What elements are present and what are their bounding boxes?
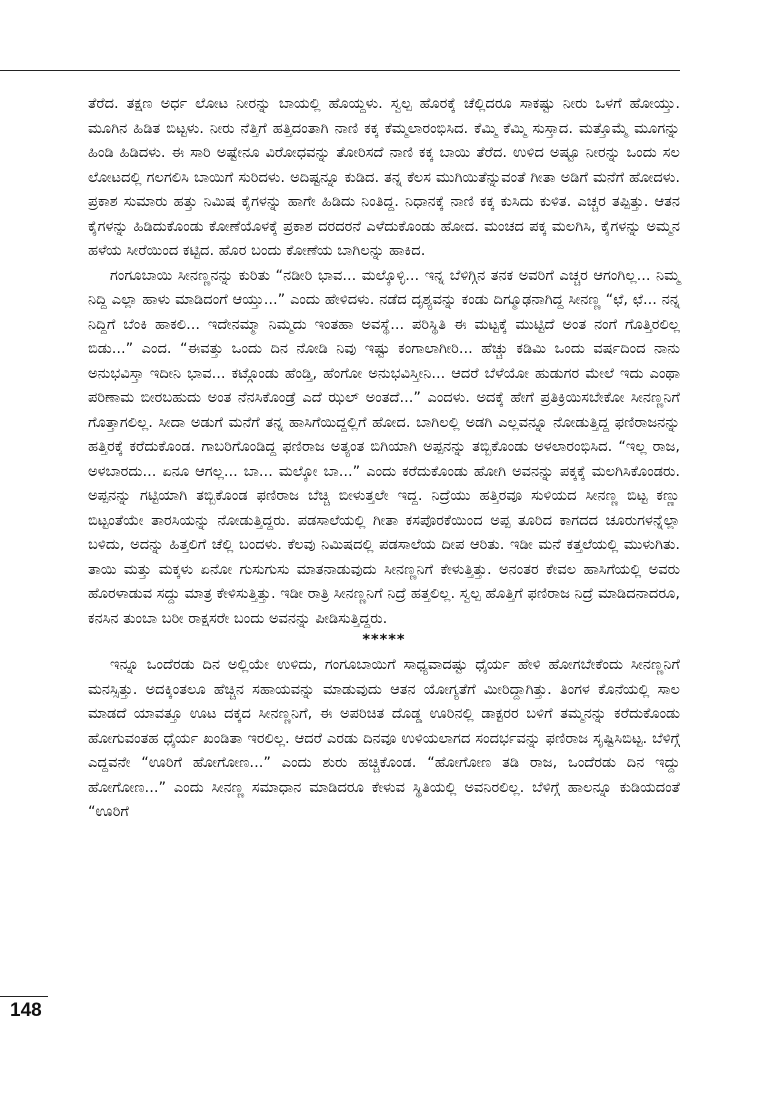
paragraph: ಗಂಗೂಬಾಯಿ ಸೀನಣ್ಣನನ್ನು ಕುರಿತು “ನಡೀರಿ ಭಾವ... ಮಲ್ಕೊಳ್ಳಿ... ಇನ್ನ ಬೆಳಿಗ್ಗಿನ ತನಕ ಅವರಿಗೆ ಎಚ್ಚರ ಆಗಂಗಿಲ್ಲ... ನಿಮ್ಮ ನಿದ್ದಿ ಎಲ್ಲಾ ಹಾಳು ಮಾಡಿದಂಗೆ ಆಯ್ತು...” ಎಂದು ಹೇಳಿದಳು. ನಡೆದ ದೃಶ್ಯವನ್ನು ಕಂಡು ದಿಗ್ಮೂಢನಾಗಿದ್ದ ಸೀನಣ್ಣ “ಛೆ, ಛೆ... ನನ್ನ ನಿದ್ದಿಗೆ ಬೆಂಕಿ ಹಾಕಲಿ... ಇದೇನಮ್ಮಾ ನಿಮ್ಮದು ಇಂತಹಾ ಅವಸ್ಥೆ... ಪರಿಸ್ಥಿತಿ ಈ ಮಟ್ಟಕ್ಕೆ ಮುಟ್ಟಿದೆ ಅಂತ ನಂಗೆ ಗೊತ್ತಿರಲಿಲ್ಲ ಬಿಡು...” ಎಂದ. “ಈವತ್ತು ಒಂದು ದಿನ ನೋಡಿ ನಿವು ಇಷ್ಟು ಕಂಗಾಲಾಗೀರಿ... ಹೆಚ್ಚು ಕಡಿಮಿ ಒಂದು ವರ್ಷದಿಂದ ನಾನು ಅನುಭವಿಸ್ತಾ ಇದೀನಿ ಭಾವ... ಕಟ್ಗೊಂಡು ಹೆಂಡ್ತಿ, ಹೆಂಗೋ ಅನುಭವಿಸ್ತೀನಿ... ಆದರೆ ಬೆಳೆಯೋ ಹುಡುಗರ ಮೇಲೆ ಇದು ಎಂಥಾ ಪರಿಣಾಮ ಬೀರಬಹುದು ಅಂತ ನೆನಸಿಕೊಂಡ್ರೆ ಎದೆ ಝಲ್ ಅಂತದೆ...” ಎಂದಳು. ಅದಕ್ಕೆ ಹೇಗೆ ಪ್ರತಿಕ್ರಿಯಿಸಬೇಕೋ ಸೀನಣ್ಣನಿಗೆ ಗೊತ್ತಾಗಲಿಲ್ಲ. ಸೀದಾ ಅಡುಗೆ ಮನೆಗೆ ತನ್ನ ಹಾಸಿಗೆಯಿದ್ದಲ್ಲಿಗೆ ಹೋದ. ಬಾಗಿಲಲ್ಲಿ ಅಡಗಿ ಎಲ್ಲವನ್ನೂ ನೋಡುತ್ತಿದ್ದ ಫಣಿರಾಜನನ್ನು ಹತ್ತಿರಕ್ಕೆ ಕರೆದುಕೊಂಡ. ಗಾಬರಿಗೊಂಡಿದ್ದ ಫಣಿರಾಜ ಅತ್ಯಂತ ಬಿಗಿಯಾಗಿ ಅಪ್ಪನನ್ನು ತಬ್ಬಿಕೊಂಡು ಅಳಲಾರಂಭಿಸಿದ. “ಇಲ್ಲ ರಾಜ, ಅಳಬಾರದು... ಏನೂ ಆಗಲ್ಲ... ಬಾ... ಮಲ್ಕೋ ಬಾ...” ಎಂದು ಕರೆದುಕೊಂಡು ಹೋಗಿ ಅವನನ್ನು ಪಕ್ಕಕ್ಕೆ ಮಲಗಿಸಿಕೊಂಡರು. ಅಪ್ಪನನ್ನು ಗಟ್ಟಿಯಾಗಿ ತಬ್ಬಿಕೊಂಡ ಫಣಿರಾಜ ಬೆಚ್ಚಿ ಬೀಳುತ್ತಲೇ ಇದ್ದ. ನಿದ್ರೆಯು ಹತ್ತಿರವೂ ಸುಳಿಯದ ಸೀನಣ್ಣ ಬಿಟ್ಟ ಕಣ್ಣು ಬಿಟ್ಟಂತೆಯೇ ತಾರಸಿಯನ್ನು ನೋಡುತ್ತಿದ್ದರು. ಪಡಸಾಲೆಯಲ್ಲಿ ಗೀತಾ ಕಸಪೊರಕೆಯಿಂದ ಅಪ್ಪ ತೂರಿದ ಕಾಗದದ ಚೂರುಗಳನ್ನೆಲ್ಲಾ ಬಳಿದು, ಅದನ್ನು ಹಿತ್ತಲಿಗೆ ಚೆಲ್ಲಿ ಬಂದಳು. ಕೆಲವು ನಿಮಿಷದಲ್ಲಿ ಪಡಸಾಲೆಯ ದೀಪ ಆರಿತು. ಇಡೀ ಮನೆ ಕತ್ತಲೆಯಲ್ಲಿ ಮುಳುಗಿತು. ತಾಯಿ ಮತ್ತು ಮಕ್ಕಳು ಏನೋ ಗುಸುಗುಸು ಮಾತನಾಡುವುದು ಸೀನಣ್ಣನಿಗೆ ಕೇಳುತ್ತಿತ್ತು. ಅನಂತರ ಕೇವಲ ಹಾಸಿಗೆಯಲ್ಲಿ ಅವರು ಹೊರಳಾಡುವ ಸದ್ದು ಮಾತ್ರ ಕೇಳಿಸುತ್ತಿತ್ತು. ಇಡೀ ರಾತ್ರಿ ಸೀನಣ್ಣನಿಗೆ ನಿದ್ರೆ ಹತ್ತಲಿಲ್ಲ. ಸ್ವಲ್ಪ ಹೊತ್ತಿಗೆ ಫಣಿರಾಜ ನಿದ್ರೆ ಮಾಡಿದನಾದರೂ, ಕನಸಿನ ತುಂಬಾ ಬರೀ ರಾಕ್ಷಸರೇ ಬಂದು ಅವನನ್ನು ಪೀಡಿಸುತ್ತಿದ್ದರು. [88,266,680,627]
page-number: 148 [10,1000,42,1021]
paragraph: ತೆರೆದ. ತಕ್ಷಣ ಅರ್ಧ ಲೋಟ ನೀರನ್ನು ಬಾಯಲ್ಲಿ ಹೊಯ್ದಳು. ಸ್ವಲ್ಪ ಹೊರಕ್ಕೆ ಚೆಲ್ಲಿದರೂ ಸಾಕಷ್ಟು ನೀರು ಒಳಗೆ ಹೋಯ್ತು. ಮೂಗಿನ ಹಿಡಿತ ಬಿಟ್ಟಳು. ನೀರು ನೆತ್ತಿಗೆ ಹತ್ತಿದಂತಾಗಿ ನಾಣಿ ಕಕ್ಕ ಕೆಮ್ಮಲಾರಂಭಿಸಿದ. ಕೆಮ್ಮಿ ಕೆಮ್ಮಿ ಸುಸ್ತಾದ. ಮತ್ತೊಮ್ಮೆ ಮೂಗನ್ನು ಹಿಂಡಿ ಹಿಡಿದಳು. ಈ ಸಾರಿ ಅಷ್ಟೇನೂ ವಿರೋಧವನ್ನು ತೋರಿಸದೆ ನಾಣಿ ಕಕ್ಕ ಬಾಯಿ ತೆರೆದ. ಉಳಿದ ಅಷ್ಟೂ ನೀರನ್ನು ಒಂದು ಸಲ ಲೋಟದಲ್ಲಿ ಗಲಗಲಿಸಿ ಬಾಯಿಗೆ ಸುರಿದಳು. ಅದಿಷ್ಟನ್ನೂ ಕುಡಿದ. ತನ್ನ ಕೆಲಸ ಮುಗಿಯಿತೆನ್ನುವಂತೆ ಗೀತಾ ಅಡಿಗೆ ಮನೆಗೆ ಹೋದಳು. ಪ್ರಕಾಶ ಸುಮಾರು ಹತ್ತು ನಿಮಿಷ ಕೈಗಳನ್ನು ಹಾಗೇ ಹಿಡಿದು ನಿಂತಿದ್ದ. ನಿಧಾನಕ್ಕೆ ನಾಣಿ ಕಕ್ಕ ಕುಸಿದು ಕುಳಿತ. ಎಚ್ಚರ ತಪ್ಪಿತ್ತು. ಆತನ ಕೈಗಳನ್ನು ಹಿಡಿದುಕೊಂಡು ಕೋಣೆಯೊಳಕ್ಕೆ ಪ್ರಕಾಶ ದರದರನೆ ಎಳೆದುಕೊಂಡು ಹೋದ. ಮಂಚದ ಪಕ್ಕ ಮಲಗಿಸಿ, ಕೈಗಳನ್ನು ಅಮ್ಮನ ಹಳೆಯ ಸೀರೆಯಿಂದ ಕಟ್ಟಿದ. ಹೊರ ಬಂದು ಕೋಣೆಯ ಬಾಗಿಲನ್ನು ಹಾಕಿದ. [88,95,680,259]
footer-rule [0,996,48,997]
section-separator: ***** [362,631,406,648]
page-body [88,92,680,825]
header-rule [0,70,680,71]
paragraph: ಇನ್ನೂ ಒಂದೆರಡು ದಿನ ಅಲ್ಲಿಯೇ ಉಳಿದು, ಗಂಗೂಬಾಯಿಗೆ ಸಾಧ್ಯವಾದಷ್ಟು ಧೈರ್ಯ ಹೇಳಿ ಹೋಗಬೇಕೆಂದು ಸೀನಣ್ಣನಿಗೆ ಮನಸ್ಸಿತ್ತು. ಅದಕ್ಕಿಂತಲೂ ಹೆಚ್ಚಿನ ಸಹಾಯವನ್ನು ಮಾಡುವುದು ಆತನ ಯೋಗ್ಯತೆಗೆ ಮೀರಿದ್ದಾಗಿತ್ತು. ತಿಂಗಳ ಕೊನೆಯಲ್ಲಿ ಸಾಲ ಮಾಡದೆ ಯಾವತ್ತೂ ಊಟ ದಕ್ಕದ ಸೀನಣ್ಣನಿಗೆ, ಈ ಅಪರಿಚಿತ ದೊಡ್ಡ ಊರಿನಲ್ಲಿ ಡಾಕ್ಟರರ ಬಳಿಗೆ ತಮ್ಮನನ್ನು ಕರೆದುಕೊಂಡು ಹೋಗುವಂತಹ ಧೈರ್ಯ ಖಂಡಿತಾ ಇರಲಿಲ್ಲ. ಆದರೆ ಎರಡು ದಿನವೂ ಉಳಿಯಲಾಗದ ಸಂದರ್ಭವನ್ನು ಫಣಿರಾಜ ಸೃಷ್ಟಿಸಿಬಿಟ್ಟ. ಬೆಳಿಗ್ಗೆ ಎದ್ದವನೇ “ಊರಿಗೆ ಹೋಗೋಣ...” ಎಂದು ಶುರು ಹಚ್ಚಿಕೊಂಡ. “ಹೋಗೋಣ ತಡಿ ರಾಜ, ಒಂದೆರಡು ದಿನ ಇದ್ದು ಹೋಗೋಣ...” ಎಂದು ಸೀನಣ್ಣ ಸಮಾಧಾನ ಮಾಡಿದರೂ ಕೇಳುವ ಸ್ಥಿತಿಯಲ್ಲಿ ಅವನಿರಲಿಲ್ಲ. ಬೆಳಿಗ್ಗೆ ಹಾಲನ್ನೂ ಕುಡಿಯದಂತೆ “ಊರಿಗೆ [88,656,680,820]
